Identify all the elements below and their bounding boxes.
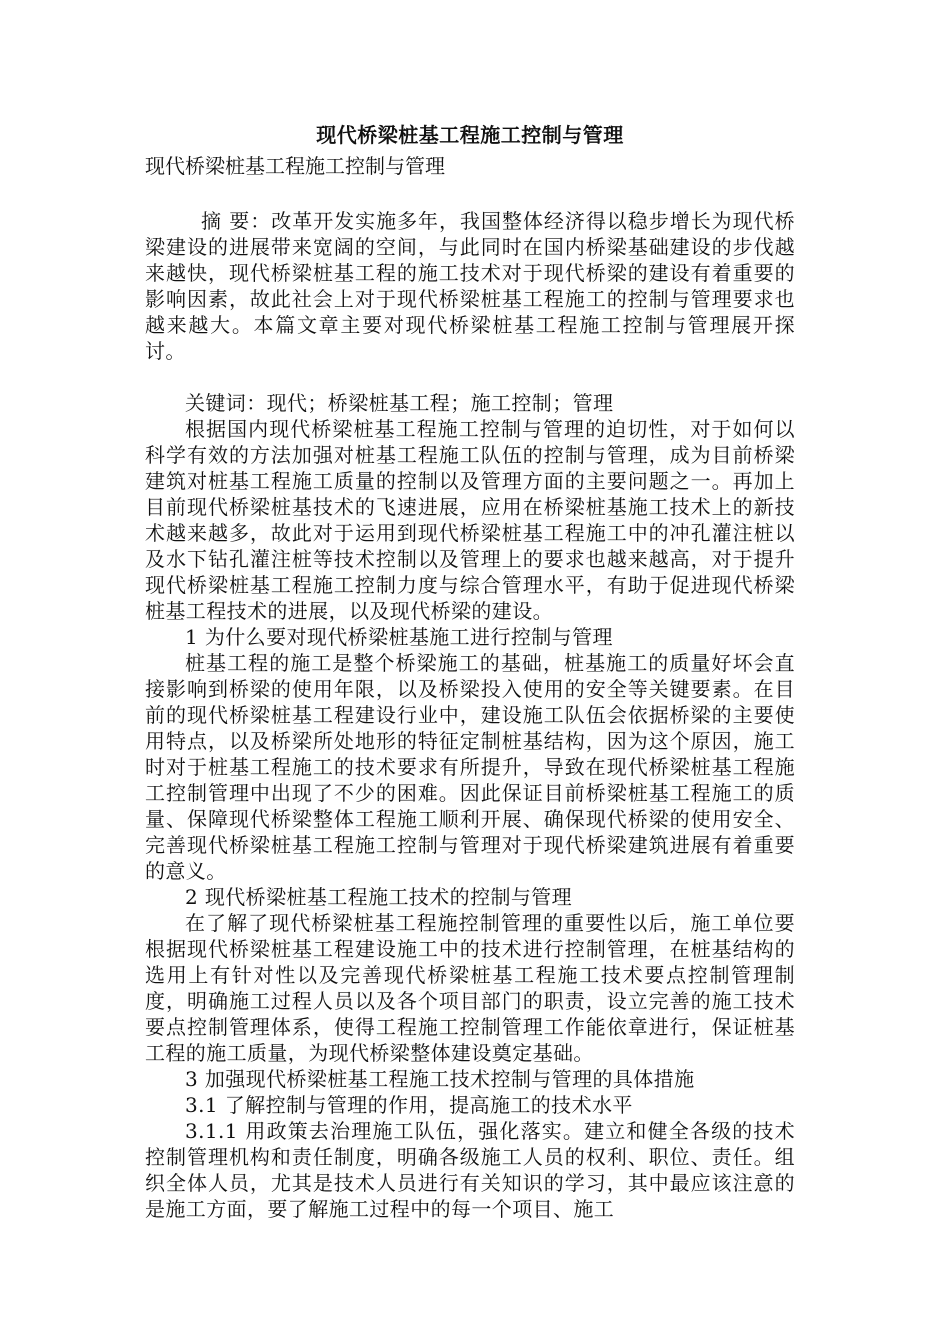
- section-1-heading: 1 为什么要对现代桥梁桩基施工进行控制与管理: [185, 625, 613, 649]
- section-2-paragraph: 在了解了现代桥梁桩基工程施控制管理的重要性以后，施工单位要根据现代桥梁桩基工程建设施工中的技术进行控制管理，在桩基结构的选用上有针对性以及完善现代桥梁桩基工程施工技术要点控制管理制度，明确施工过程人员以及各个项目部门的职责，设立完善的施工技术要点控制管理体系，使得工程施工控制管理工作能依章进行，保证桩基工程的施工质量，为现代桥梁整体建设奠定基础。: [145, 911, 795, 1065]
- keywords-line: 关键词：现代；桥梁桩基工程；施工控制；管理: [185, 391, 614, 415]
- document-title: 现代桥梁桩基工程施工控制与管理: [316, 123, 624, 147]
- document-subtitle: 现代桥梁桩基工程施工控制与管理: [145, 154, 445, 178]
- section-3-heading: 3 加强现代桥梁桩基工程施工技术控制与管理的具体措施: [185, 1067, 695, 1091]
- section-1-paragraph: 桩基工程的施工是整个桥梁施工的基础，桩基施工的质量好坏会直接影响到桥梁的使用年限，以及桥梁投入使用的安全等关键要素。在目前的现代桥梁桩基工程建设行业中，建设施工队伍会依据桥梁的主要使用特点，以及桥梁所处地形的特征定制桩基结构，因为这个原因，施工时对于桩基工程施工的技术要求有所提升，导致在现代桥梁桩基工程施工控制管理中出现了不少的困难。因此保证目前桥梁桩基工程施工的质量、保障现代桥梁整体工程施工顺利开展、确保现代桥梁的使用安全、完善现代桥梁桩基工程施工控制与管理对于现代桥梁建筑进展有着重要的意义。: [145, 651, 795, 883]
- abstract-paragraph: 摘 要：改革开发实施多年，我国整体经济得以稳步增长为现代桥梁建设的进展带来宽阔的空间，与此同时在国内桥梁基础建设的步伐越来越快，现代桥梁桩基工程的施工技术对于现代桥梁的建设有着重要的影响因素，故此社会上对于现代桥梁桩基工程施工的控制与管理要求也越来越大。本篇文章主要对现代桥梁桩基工程施工控制与管理展开探讨。: [145, 209, 795, 363]
- document-page: [145, 118, 795, 1222]
- section-3-1-1-paragraph: 3.1.1 用政策去治理施工队伍，强化落实。建立和健全各级的技术控制管理机构和责任制度，明确各级施工人员的权利、职位、责任。组织全体人员，尤其是技术人员进行有关知识的学习，其中最应该注意的是施工方面，要了解施工过程中的每一个项目、施工: [145, 1119, 795, 1221]
- intro-paragraph: 根据国内现代桥梁桩基工程施工控制与管理的迫切性，对于如何以科学有效的方法加强对桩基工程施工队伍的控制与管理，成为目前桥梁建筑对桩基工程施工质量的控制以及管理方面的主要问题之一。再加上目前现代桥梁桩基技术的飞速进展，应用在桥梁桩基施工技术上的新技术越来越多，故此对于运用到现代桥梁桩基工程施工中的冲孔灌注桩以及水下钻孔灌注桩等技术控制以及管理上的要求也越来越高，对于提升现代桥梁桩基工程施工控制力度与综合管理水平，有助于促进现代桥梁桩基工程技术的进展，以及现代桥梁的建设。: [145, 417, 795, 623]
- section-2-heading: 2 现代桥梁桩基工程施工技术的控制与管理: [185, 885, 573, 909]
- section-3-1-heading: 3.1 了解控制与管理的作用，提高施工的技术水平: [185, 1093, 633, 1117]
